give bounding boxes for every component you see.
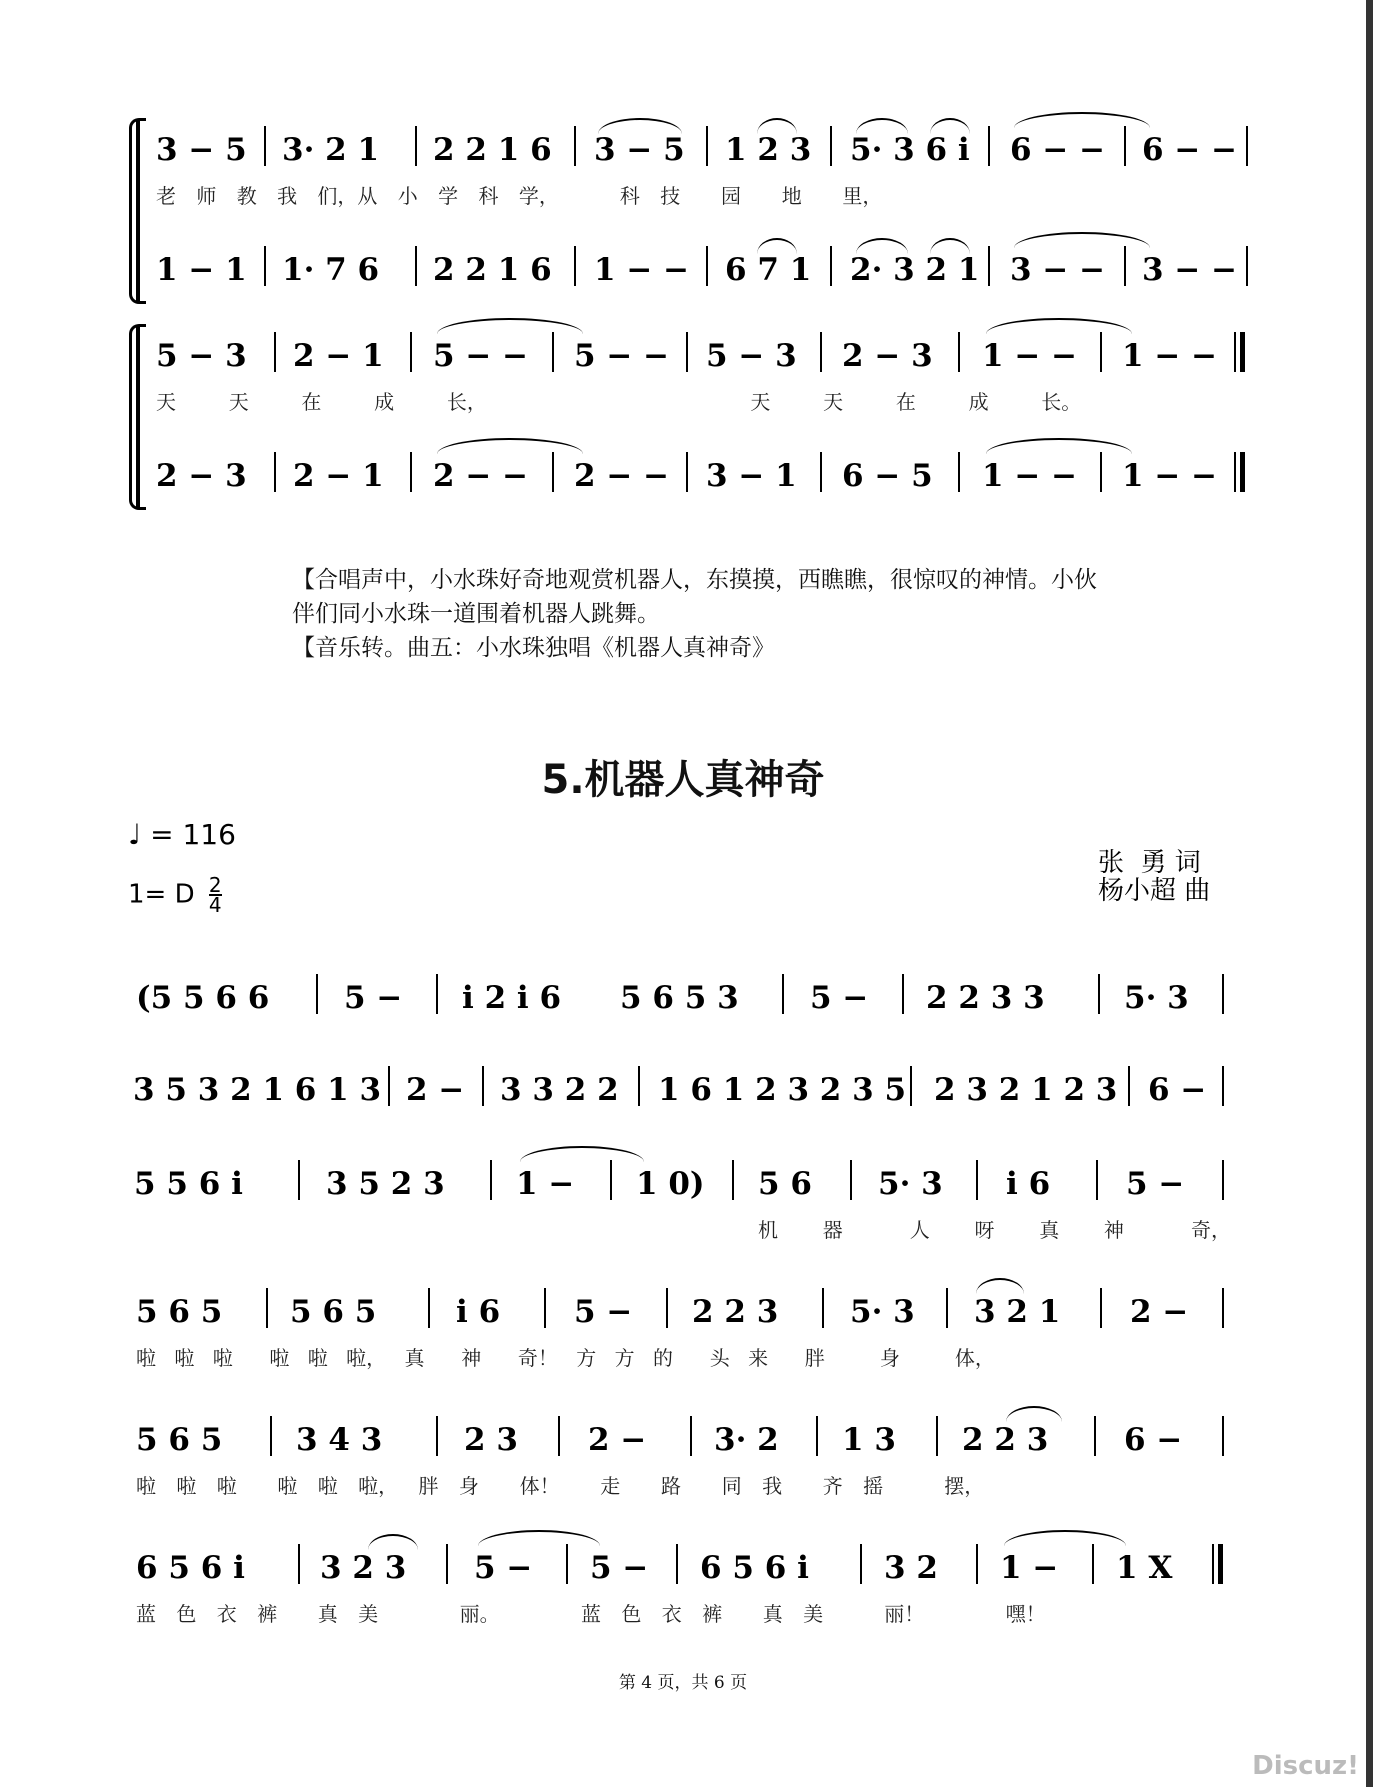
m: 3 − 1 (706, 458, 797, 494)
tie (598, 118, 682, 134)
barline (1246, 126, 1248, 166)
tie (757, 118, 797, 134)
barline (1094, 1416, 1096, 1456)
m: 3 4 3 (296, 1422, 383, 1458)
barline (1098, 974, 1100, 1014)
tie (856, 238, 908, 254)
key-signature (128, 873, 222, 917)
m: 6 7 1 (725, 252, 812, 288)
barline (1096, 1160, 1098, 1200)
barline (1100, 1288, 1102, 1328)
barline (1222, 1066, 1224, 1106)
tie (986, 318, 1132, 334)
barline (415, 246, 417, 286)
m: 5 − − (574, 338, 670, 374)
time-signature (208, 873, 222, 917)
barline (388, 1066, 390, 1106)
m: 6 5 6 i (700, 1550, 809, 1586)
m: 3 2 (884, 1550, 938, 1586)
barline (274, 332, 276, 372)
barline (1124, 126, 1126, 166)
m: 5 6 5 (290, 1294, 377, 1330)
barline (976, 1544, 978, 1584)
page-footer: 第 4 页，共 6 页 (618, 1673, 748, 1693)
m: 1 − 1 (156, 252, 247, 288)
time-top: 2 (208, 873, 222, 897)
m: 3· 2 1 (282, 132, 380, 168)
m: 3· 2 (714, 1422, 779, 1458)
m: 1 2 3 (725, 132, 812, 168)
tie (986, 438, 1132, 454)
barline (820, 452, 822, 492)
barline (264, 126, 266, 166)
barline (574, 126, 576, 166)
m: 1 − (1000, 1550, 1059, 1586)
tie (930, 238, 970, 254)
m: 3 2 3 (320, 1550, 407, 1586)
barline (436, 974, 438, 1014)
barline (946, 1288, 948, 1328)
barline (1246, 246, 1248, 286)
barline (558, 1416, 560, 1456)
m: 5· 3 6 i (850, 132, 970, 168)
m: 2 2 1 6 (433, 132, 552, 168)
m: 5 − (344, 980, 403, 1016)
song-lyrics: 蓝 色 衣 裤 真 美 丽。 蓝 色 衣 裤 真 美 丽！ 嘿！ (136, 1602, 1046, 1626)
m: 2 − 1 (293, 338, 384, 374)
m: 1 X (1116, 1550, 1173, 1586)
m: 1 − (516, 1166, 575, 1202)
barline (446, 1544, 448, 1584)
m: 2 3 (464, 1422, 518, 1458)
song-lyrics: 啦 啦 啦 啦 啦 啦， 真 神 奇！ 方 方 的 头 来 胖 身 体， (136, 1346, 995, 1370)
m: 6 − 5 (842, 458, 933, 494)
barline (544, 1288, 546, 1328)
m: 6 − (1124, 1422, 1183, 1458)
barline (415, 126, 417, 166)
m: 6 − (1148, 1072, 1207, 1108)
m: 3 2 1 (974, 1294, 1061, 1330)
tie (930, 118, 970, 134)
barline (1222, 974, 1224, 1014)
barline (566, 1544, 568, 1584)
top-sys2-lyrics: 天 天 在 成 长， 天 天 在 成 长。 (156, 390, 1082, 414)
barline (820, 332, 822, 372)
barline (686, 332, 688, 372)
barline (816, 1416, 818, 1456)
barline (860, 1544, 862, 1584)
m: 3 5 2 3 (326, 1166, 445, 1202)
m: 5· 3 (850, 1294, 915, 1330)
m: 5 − (574, 1294, 633, 1330)
m: 3 5 3 2 1 6 1 3 (133, 1072, 382, 1108)
tie (520, 1146, 644, 1162)
barline (482, 1066, 484, 1106)
m: 5 6 5 3 (620, 980, 739, 1016)
barline (1234, 452, 1236, 492)
m: 1 − − (594, 252, 690, 288)
m: 3 − − (1142, 252, 1238, 288)
m: 1 − − (1122, 338, 1218, 374)
composer-credit: 杨小超 曲 (1098, 876, 1211, 906)
tie (856, 118, 908, 134)
barline (1222, 1160, 1224, 1200)
barline (574, 246, 576, 286)
m: 1· 7 6 (282, 252, 380, 288)
barline (316, 974, 318, 1014)
m: 6 − − (1010, 132, 1106, 168)
barline (686, 452, 688, 492)
tie (1004, 1530, 1126, 1546)
m: 3 − 5 (594, 132, 685, 168)
barline (436, 1416, 438, 1456)
barline (902, 974, 904, 1014)
key-label: 1= D (128, 879, 195, 910)
tie (478, 1530, 600, 1546)
barline (266, 1288, 268, 1328)
m: 5 − (1126, 1166, 1185, 1202)
barline (732, 1160, 734, 1200)
tie (1006, 1406, 1062, 1422)
m: 5· 3 (878, 1166, 943, 1202)
tie (437, 318, 583, 334)
top-sys1-upper-render: 3 − 5 (156, 132, 247, 168)
barline (910, 1066, 912, 1106)
m: 2 3 2 1 2 3 (934, 1072, 1118, 1108)
barline (1100, 332, 1102, 372)
barline (676, 1544, 678, 1584)
m: 3 − − (1010, 252, 1106, 288)
m: 5· 3 (1124, 980, 1189, 1016)
barline (958, 332, 960, 372)
m: 1 − − (1122, 458, 1218, 494)
barline (666, 1288, 668, 1328)
barline (298, 1544, 300, 1584)
barline (706, 246, 708, 286)
barline (830, 246, 832, 286)
m: 2· 3 2 1 (850, 252, 980, 288)
m: 5 − (474, 1550, 533, 1586)
m: 2 2 3 (962, 1422, 1049, 1458)
barline (822, 1288, 824, 1328)
m: i 6 (1006, 1166, 1051, 1202)
barline (958, 452, 960, 492)
m: 2 − 3 (842, 338, 933, 374)
barline (638, 1066, 640, 1106)
barline (264, 246, 266, 286)
song-lyrics: 啦 啦 啦 啦 啦 啦， 胖 身 体！ 走 路 同 我 齐 摇 摆， (136, 1474, 985, 1498)
song-lyrics: 机 器 人 呀 真 神 奇， (758, 1218, 1232, 1242)
m: 5 5 6 i (134, 1166, 243, 1202)
barline (1222, 1416, 1224, 1456)
m: 5 − (810, 980, 869, 1016)
m: 1 − − (982, 458, 1078, 494)
barline (1100, 452, 1102, 492)
barline (830, 126, 832, 166)
barline (706, 126, 708, 166)
time-bottom: 4 (208, 893, 222, 917)
m: 5 − − (433, 338, 529, 374)
m: 2 − (588, 1422, 647, 1458)
barline (552, 452, 554, 492)
barline (1092, 1544, 1094, 1584)
barline (410, 332, 412, 372)
barline (274, 452, 276, 492)
m: 6 5 6 i (136, 1550, 245, 1586)
barline (1222, 1288, 1224, 1328)
m: 6 − − (1142, 132, 1238, 168)
barline (936, 1416, 938, 1456)
m: 5 6 5 (136, 1422, 223, 1458)
tempo-marking: ♩ = 116 (128, 818, 236, 851)
barline (1128, 1066, 1130, 1106)
tie (1014, 232, 1150, 248)
m: 5 − (590, 1550, 649, 1586)
final-barline (1240, 332, 1245, 372)
m: i 2 i 6 (462, 980, 562, 1016)
barline (298, 1160, 300, 1200)
m: 2 − (406, 1072, 465, 1108)
tie (757, 238, 797, 254)
m: 2 − − (574, 458, 670, 494)
barline (1212, 1544, 1214, 1584)
m: 1 6 1 2 3 2 3 5 (658, 1072, 907, 1108)
m: 5 6 (758, 1166, 812, 1202)
system-brace (129, 324, 146, 510)
final-barline (1240, 452, 1245, 492)
m: 5 − 3 (156, 338, 247, 374)
song-title: 5.机器人真神奇 (541, 757, 825, 803)
window-edge (1366, 0, 1373, 1787)
m: 2 − (1130, 1294, 1189, 1330)
barline (976, 1160, 978, 1200)
tie (437, 438, 583, 454)
stage-direction-line: 【音乐转。曲五：小水珠独唱《机器人真神奇》 (292, 635, 775, 661)
barline (270, 1416, 272, 1456)
barline (850, 1160, 852, 1200)
tie (368, 1534, 418, 1550)
barline (490, 1160, 492, 1200)
barline (690, 1416, 692, 1456)
m: (5 5 6 6 (136, 980, 270, 1016)
m: 2 2 3 (692, 1294, 779, 1330)
m: 1 − − (982, 338, 1078, 374)
barline (428, 1288, 430, 1328)
final-barline (1218, 1544, 1223, 1584)
stage-direction-line: 伴们同小水珠一道围着机器人跳舞。 (292, 601, 660, 627)
barline (1124, 246, 1126, 286)
m: 5 6 5 (136, 1294, 223, 1330)
m: 2 2 3 3 (926, 980, 1045, 1016)
top-sys1-lyrics: 老 师 教 我 们，从 小 学 科 学， 科 技 园 地 里， (156, 184, 883, 208)
tie (976, 1278, 1024, 1294)
m: 3 3 2 2 (500, 1072, 619, 1108)
stage-direction-line: 【合唱声中，小水珠好奇地观赏机器人，东摸摸，西瞧瞧，很惊叹的神情。小伙 (292, 567, 1097, 593)
barline (988, 246, 990, 286)
watermark: Discuz! (1252, 1751, 1359, 1781)
barline (782, 974, 784, 1014)
barline (988, 126, 990, 166)
m: 2 − 3 (156, 458, 247, 494)
m: i 6 (456, 1294, 501, 1330)
barline (552, 332, 554, 372)
system-brace (129, 118, 146, 304)
barline (1234, 332, 1236, 372)
m: 2 − − (433, 458, 529, 494)
tie (1014, 112, 1150, 128)
barline (410, 452, 412, 492)
m: 1 0) (636, 1166, 705, 1202)
m: 5 − 3 (706, 338, 797, 374)
lyricist-credit: 张 勇 词 (1098, 848, 1201, 878)
m: 2 2 1 6 (433, 252, 552, 288)
m: 2 − 1 (293, 458, 384, 494)
barline (610, 1160, 612, 1200)
m: 1 3 (842, 1422, 896, 1458)
